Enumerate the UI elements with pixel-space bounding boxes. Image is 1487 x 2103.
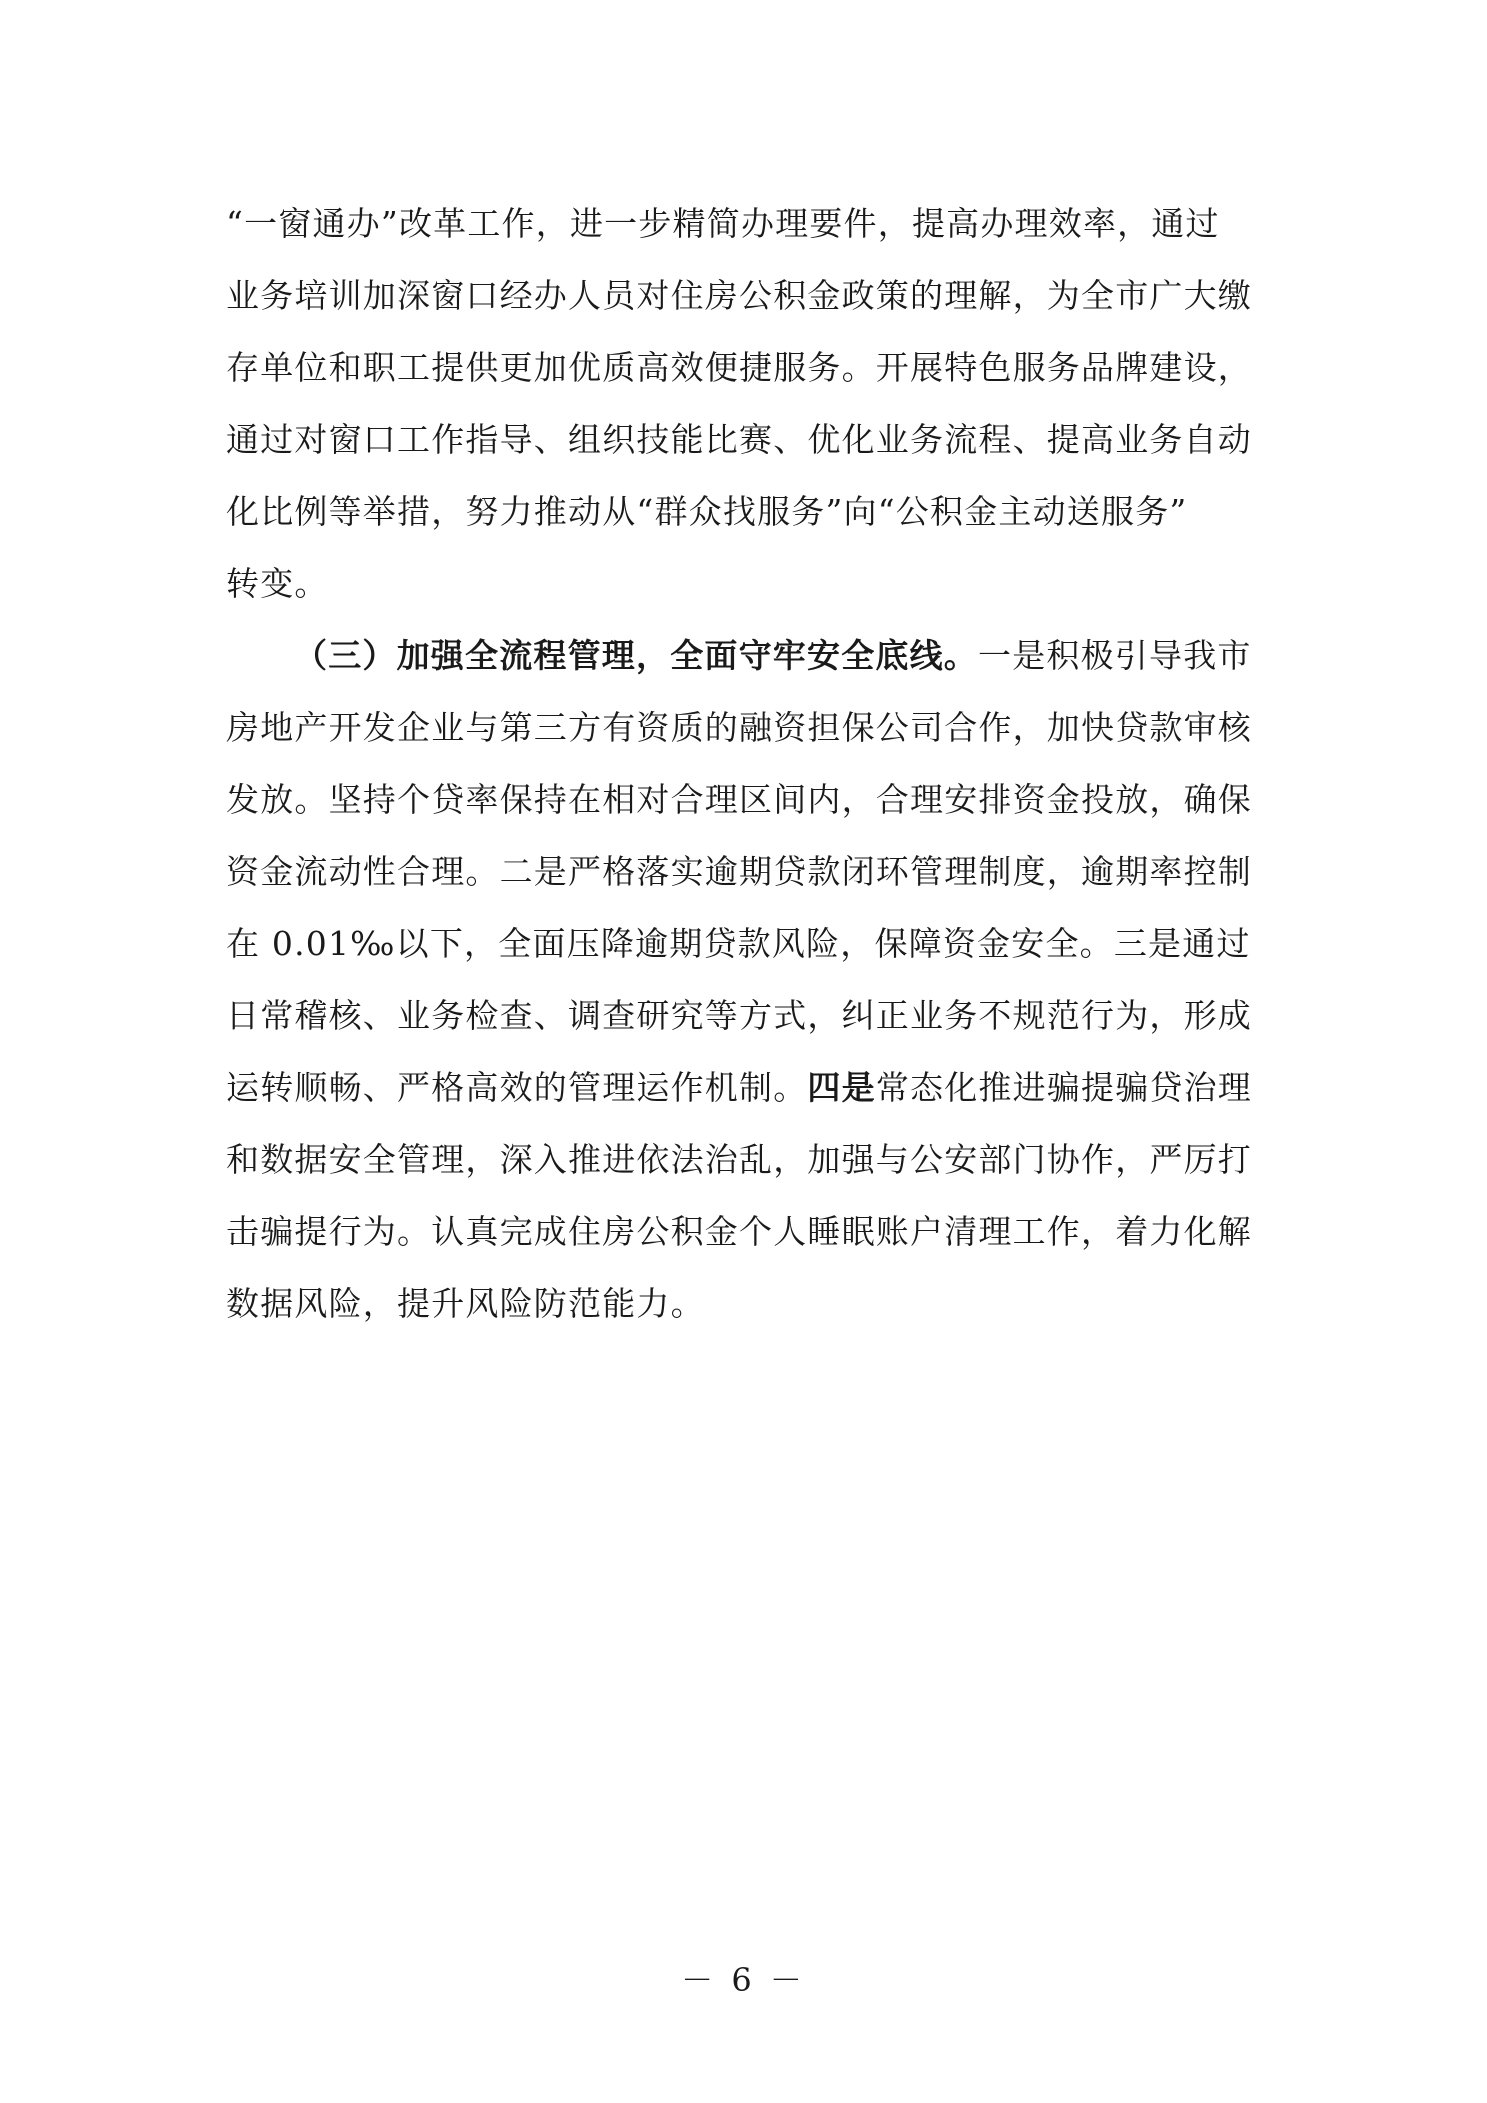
paragraph-line: 日常稽核、业务检查、调查研究等方式，纠正业务不规范行为，形成 <box>226 996 1252 1035</box>
paragraph-line: 通过对窗口工作指导、组织技能比赛、优化业务流程、提高业务自动 <box>226 420 1252 459</box>
paragraph-line <box>226 1068 1266 1108</box>
paragraph-text: 常态化推进骗提骗贷治理 <box>875 1068 1253 1107</box>
paragraph-line: 在 0.01‰以下，全面压降逾期贷款风险，保障资金安全。三是通过 <box>226 924 1251 963</box>
paragraph-text: 运转顺畅、严格高效的管理运作机制。 <box>226 1068 808 1107</box>
paragraph-line: “一窗通办”改革工作，进一步精简办理要件，提高办理效率，通过 <box>226 204 1220 243</box>
paragraph-line: 房地产开发企业与第三方有资质的融资担保公司合作，加快贷款审核 <box>226 708 1252 747</box>
page-number: － 6 － <box>681 1961 806 1999</box>
emphasis-text: 四是 <box>807 1068 876 1107</box>
paragraph-line: 击骗提行为。认真完成住房公积金个人睡眠账户清理工作，着力化解 <box>226 1212 1252 1251</box>
paragraph-line: 资金流动性合理。二是严格落实逾期贷款闭环管理制度，逾期率控制 <box>226 852 1252 891</box>
paragraph-line: 和数据安全管理，深入推进依法治乱，加强与公安部门协作，严厉打 <box>226 1140 1252 1179</box>
paragraph-text: 一是积极引导我市 <box>978 636 1252 675</box>
section-heading-line <box>294 636 1266 676</box>
paragraph-line: 转变。 <box>226 564 329 603</box>
paragraph-line: 化比例等举措，努力推动从“群众找服务”向“公积金主动送服务” <box>226 492 1188 531</box>
paragraph-line: 业务培训加深窗口经办人员对住房公积金政策的理解，为全市广大缴 <box>226 276 1252 315</box>
paragraph-line: 数据风险，提升风险防范能力。 <box>226 1284 705 1323</box>
paragraph-line: 发放。坚持个贷率保持在相对合理区间内，合理安排资金投放，确保 <box>226 780 1252 819</box>
section-heading: （三）加强全流程管理，全面守牢安全底线。 <box>294 636 978 675</box>
paragraph-line: 存单位和职工提供更加优质高效便捷服务。开展特色服务品牌建设， <box>226 348 1252 387</box>
